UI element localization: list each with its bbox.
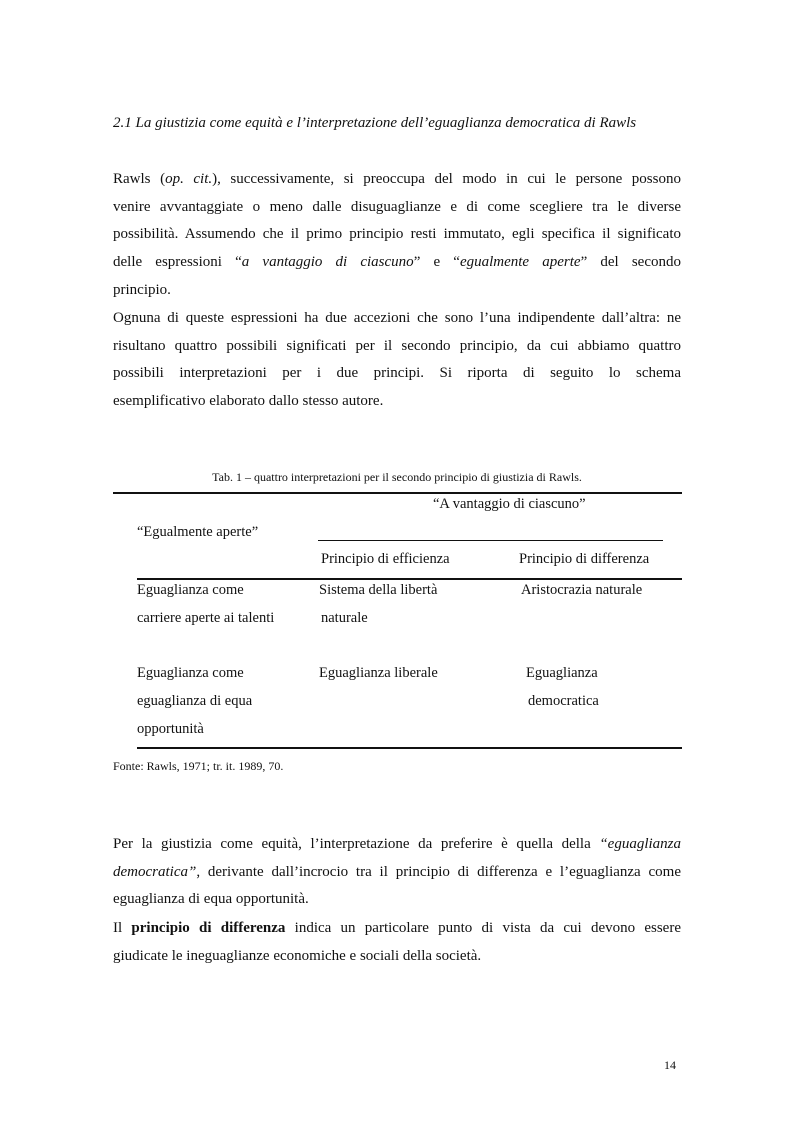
- row-2-cell-1: Eguaglianza liberale: [319, 665, 438, 681]
- row-1-label-line-2: carriere aperte ai talenti: [137, 610, 275, 626]
- paragraph-1: [113, 166, 681, 304]
- row-2-label-line-1: Eguaglianza come: [137, 665, 244, 681]
- paragraph-2: [113, 305, 681, 416]
- row-2-cell-2-line-2: democratica: [528, 693, 599, 709]
- table-bottom-rule: [137, 747, 682, 749]
- paragraph-2-line-1: Ognuna di queste espressioni ha due accezioni che sono l’una indipendente dall’altra: ne: [113, 310, 681, 326]
- paragraph-4-line-1: Il principio di differenza indica un particolare punto di vista da cui devono essere: [113, 920, 681, 936]
- paragraph-3-line-2: democratica”, derivante dall’incrocio tra il principio di differenza e l’eguaglianza come: [113, 863, 681, 880]
- col-group-header: “A vantaggio di ciascuno”: [433, 496, 586, 512]
- col-header-efficienza: Principio di efficienza: [321, 551, 450, 567]
- table-top-rule: [113, 492, 682, 494]
- page-number: 14: [664, 1058, 676, 1072]
- col-header-differenza: Principio di differenza: [519, 551, 650, 567]
- paragraph-1-line-2: venire avvantaggiate o meno dalle disuguaglianze e di come scegliere tra le diverse: [113, 198, 681, 215]
- paragraph-3-line-1: Per la giustizia come equità, l’interpretazione da preferire è quella della “eguaglianza: [113, 836, 681, 852]
- paragraph-3: [113, 831, 681, 914]
- paragraph-4: [113, 915, 681, 970]
- row-header: “Egualmente aperte”: [137, 524, 259, 540]
- paragraph-1-line-5: principio.: [113, 281, 171, 298]
- row-2-cell-2-line-1: Eguaglianza: [526, 665, 598, 681]
- section-heading: 2.1 La giustizia come equità e l’interpretazione dell’eguaglianza democratica di Rawls: [113, 115, 637, 131]
- table-caption: Tab. 1 – quattro interpretazioni per il secondo principio di giustizia di Rawls.: [212, 470, 582, 484]
- row-1-cell-2: Aristocrazia naturale: [521, 582, 643, 598]
- table-source: Fonte: Rawls, 1971; tr. it. 1989, 70.: [113, 759, 284, 773]
- paragraph-2-line-2: risultano quattro possibili significati per il secondo principio, da cui abbiamo quattro: [113, 337, 681, 354]
- paragraph-1-line-1: Rawls (op. cit.), successivamente, si preoccupa del modo in cui le persone possono: [113, 171, 681, 187]
- row-1-label-line-1: Eguaglianza come: [137, 582, 244, 598]
- row-2-label-line-2: eguaglianza di equa: [137, 693, 253, 709]
- paragraph-2-line-4: esemplificativo elaborato dallo stesso autore.: [113, 393, 384, 410]
- paragraph-1-line-4: delle espressioni “a vantaggio di ciascuno” e “egualmente aperte” del secondo: [113, 254, 681, 271]
- row-1-cell-1-line-2: naturale: [321, 610, 368, 626]
- row-1-cell-1-line-1: Sistema della libertà: [319, 582, 438, 598]
- paragraph-4-line-2: giudicate le ineguaglianze economiche e sociali della società.: [113, 947, 482, 964]
- paragraph-3-line-3: eguaglianza di equa opportunità.: [113, 891, 309, 908]
- row-2-label-line-3: opportunità: [137, 721, 204, 737]
- paragraph-2-line-3: possibili interpretazioni per i due principi. Si riporta di seguito lo schema: [113, 365, 681, 382]
- col-group-underline: [318, 540, 663, 541]
- paragraph-1-line-3: possibilità. Assumendo che il primo principio resti immutato, egli specifica il significato: [113, 226, 681, 243]
